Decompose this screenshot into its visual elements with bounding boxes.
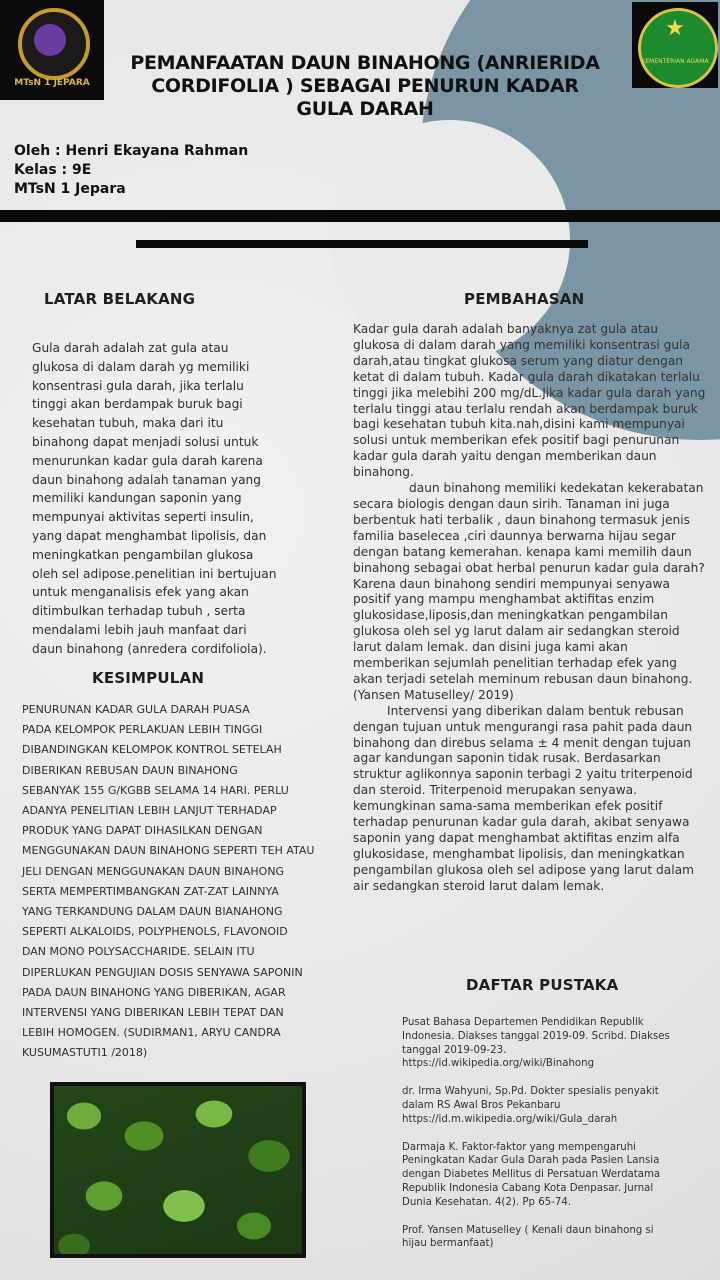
text-line: DIBANDINGKAN KELOMPOK KONTROL SETELAH — [22, 743, 282, 757]
binahong-leaves-photo — [54, 1086, 302, 1254]
text-line: ADANYA PENELITIAN LEBIH LANJUT TERHADAP — [22, 804, 277, 818]
text-line: PRODUK YANG DAPAT DIHASILKAN DENGAN — [22, 824, 263, 838]
text-line: tinggi akan berdampak buruk bagi — [32, 397, 243, 412]
text-line: PADA DAUN BINAHONG YANG DIBERIKAN, AGAR — [22, 985, 286, 999]
divider-bar — [0, 210, 720, 222]
kesimpulan-heading: KESIMPULAN — [92, 669, 205, 687]
author-name: Oleh : Henri Ekayana Rahman — [14, 143, 249, 159]
pembahasan-text — [353, 322, 707, 895]
text-line: mempunyai aktivitas seperti insulin, — [32, 510, 254, 525]
text-line: kesehatan tubuh, maka dari itu — [32, 416, 224, 431]
binahong-photo — [50, 1082, 306, 1258]
text-line: SEBANYAK 155 G/KGBB SELAMA 14 HARI. PERLU — [22, 783, 289, 797]
school-logo-caption: MTsN 1 JEPARA — [14, 78, 90, 88]
text-line: daun binahong adalah tanaman yang — [32, 472, 262, 487]
reference-item: dr. Irma Wahyuni, Sp.Pd. Dokter spesialis penyakit dalam RS Awal Bros Pekanbaru https://id.m.wikipedia.org/wiki/Gula_darah — [402, 1086, 659, 1125]
reference-item: Pusat Bahasa Departemen Pendidikan Republik Indonesia. Diakses tanggal 2019-09. Scribd. Diakses tanggal 2019-09-23. https://id.wikipedia.org/wiki/Binahong — [402, 1017, 670, 1070]
text-line: binahong dapat menjadi solusi untuk — [32, 434, 259, 449]
pembahasan-paragraph: Intervensi yang diberikan dalam bentuk rebusan dengan tujuan untuk mengurangi rasa pahit pada daun binahong dan direbus selama ± 4 menit dengan tujuan agar kandungan saponin tidak rusak. Berdasarkan struktur aglikonnya saponin terbagi 2 yaitu triterpenoid dan steroid. Triterpenoid merupakan senyawa. kemungkinan sama-sama memberikan efek positif terhadap penurunan kadar gula darah, akibat senyawa saponin yang dapat menghambat aktifitas enzim alfa glukosidase, menghambat lipolisis, dan meningkatkan pengambilan glukosa oleh sel adipose yang larut dalam air sedangkan steroid larut dalam lemak. — [353, 703, 694, 893]
text-line: oleh sel adipose.penelitian ini bertujuan — [32, 566, 277, 581]
star-icon: ★ — [665, 16, 685, 41]
latar-belakang-text — [32, 339, 332, 659]
text-line: PADA KELOMPOK PERLAKUAN LEBIH TINGGI — [22, 723, 263, 737]
text-line: daun binahong (anredera cordifoliola). — [32, 641, 267, 656]
text-line: menurunkan kadar gula darah karena — [32, 453, 263, 468]
latar-belakang-heading: LATAR BELAKANG — [44, 290, 196, 308]
school-logo-inner-icon — [34, 24, 66, 56]
text-line: DIBERIKAN REBUSAN DAUN BINAHONG — [22, 763, 238, 777]
pembahasan-paragraph: Kadar gula darah adalah banyaknya zat gula atau glukosa di dalam darah yang memiliki konsentrasi gula darah,atau tingkat glukosa serum yang diatur dengan ketat di dalam tubuh. Kadar gula darah dikatakan terlalu tinggi jika melebihi 200 mg/dL.Jika kadar gula darah yang terlalu tinggi atau terlalu rendah akan berdampak buruk bagi kesehatan tubuh kita.nah,disini kami mempunyai solusi untuk memberikan efek positif bagi penurunan kadar gula darah yaitu dengan memberikan daun binahong. — [353, 322, 706, 480]
text-line: JELI DENGAN MENGGUNAKAN DAUN BINAHONG — [22, 864, 285, 878]
text-line: YANG TERKANDUNG DALAM DAUN BIANAHONG — [22, 905, 283, 919]
school-logo — [0, 0, 104, 100]
text-line: SERTA MEMPERTIMBANGKAN ZAT-ZAT LAINNYA — [22, 884, 279, 898]
text-line: ditimbulkan terhadap tubuh , serta — [32, 604, 246, 619]
text-line: Gula darah adalah zat gula atau — [32, 341, 229, 355]
kesimpulan-text — [22, 700, 332, 1064]
author-class: Kelas : 9E — [14, 162, 92, 178]
text-line: PENURUNAN KADAR GULA DARAH PUASA — [22, 703, 250, 716]
author-school: MTsN 1 Jepara — [14, 181, 126, 197]
text-line: konsentrasi gula darah, jika terlalu — [32, 378, 244, 393]
reference-item: Darmaja K. Faktor-faktor yang mempengaruhi Peningkatan Kadar Gula Darah pada Pasien Lansia dengan Diabetes Mellitus di Persatuan Werdatama Republik Indonesia Cabang Kota Denpasar. Jurnal Dunia Kesehatan. 4(2). Pp 65-74. — [402, 1141, 661, 1208]
text-line: meningkatkan pengambilan glukosa — [32, 547, 254, 562]
text-line: yang dapat menghambat lipolisis, dan — [32, 528, 267, 543]
ministry-logo-caption: KEMENTERIAN AGAMA — [641, 58, 709, 65]
text-line: SEPERTI ALKALOIDS, POLYPHENOLS, FLAVONOID — [22, 925, 288, 939]
author-block — [14, 142, 248, 199]
divider-bar-short — [136, 240, 588, 248]
daftar-pustaka-heading: DAFTAR PUSTAKA — [466, 976, 619, 994]
reference-item: Prof. Yansen Matuselley ( Kenali daun binahong si hijau bermanfaat) — [402, 1224, 654, 1250]
text-line: INTERVENSI YANG DIBERIKAN LEBIH TEPAT DAN — [22, 1006, 284, 1020]
text-line: MENGGUNAKAN DAUN BINAHONG SEPERTI TEH ATAU — [22, 844, 315, 858]
text-line: memiliki kandungan saponin yang — [32, 491, 242, 506]
pembahasan-paragraph: daun binahong memiliki kedekatan kekerabatan secara biologis dengan daun sirih. Tanaman ini juga berbentuk hati terbalik , daun binahong termasuk jenis familia baselecea ,ciri daunnya berwarna hijau segar dengan batang kemerahan. kenapa kami memilih daun binahong sebagai obat herbal penurun kadar gula darah? Karena daun binahong sendiri mempunyai senyawa positif yang mampu menghambat aktifitas enzim glukosidase,liposis,dan meningkatkan pengambilan glukosa oleh sel yg larut dalam air sedangkan steroid larut dalam lemak. dan disini juga kami akan memberikan sejumlah penelitian terhadap efek yang akan terjadi setelah meminum rebusan daun binahong.(Yansen Matuselley/ 2019) — [353, 481, 705, 702]
text-line: untuk menganalisis efek yang akan — [32, 585, 249, 600]
poster-title: PEMANFAATAN DAUN BINAHONG (ANRIERIDA CORDIFOLIA ) SEBAGAI PENURUN KADAR GULA DARAH — [130, 52, 600, 120]
text-line: DIPERLUKAN PENGUJIAN DOSIS SENYAWA SAPONIN — [22, 965, 303, 979]
text-line: KUSUMASTUTI1 /2018) — [22, 1046, 148, 1060]
reference-list — [402, 1016, 674, 1265]
text-line: DAN MONO POLYSACCHARIDE. SELAIN ITU — [22, 945, 255, 959]
ministry-logo — [632, 2, 718, 88]
pembahasan-heading: PEMBAHASAN — [464, 290, 585, 308]
text-line: glukosa di dalam darah yg memiliki — [32, 359, 250, 374]
text-line: mendalami lebih jauh manfaat dari — [32, 622, 247, 637]
text-line: LEBIH HOMOGEN. (SUDIRMAN1, ARYU CANDRA — [22, 1026, 281, 1040]
